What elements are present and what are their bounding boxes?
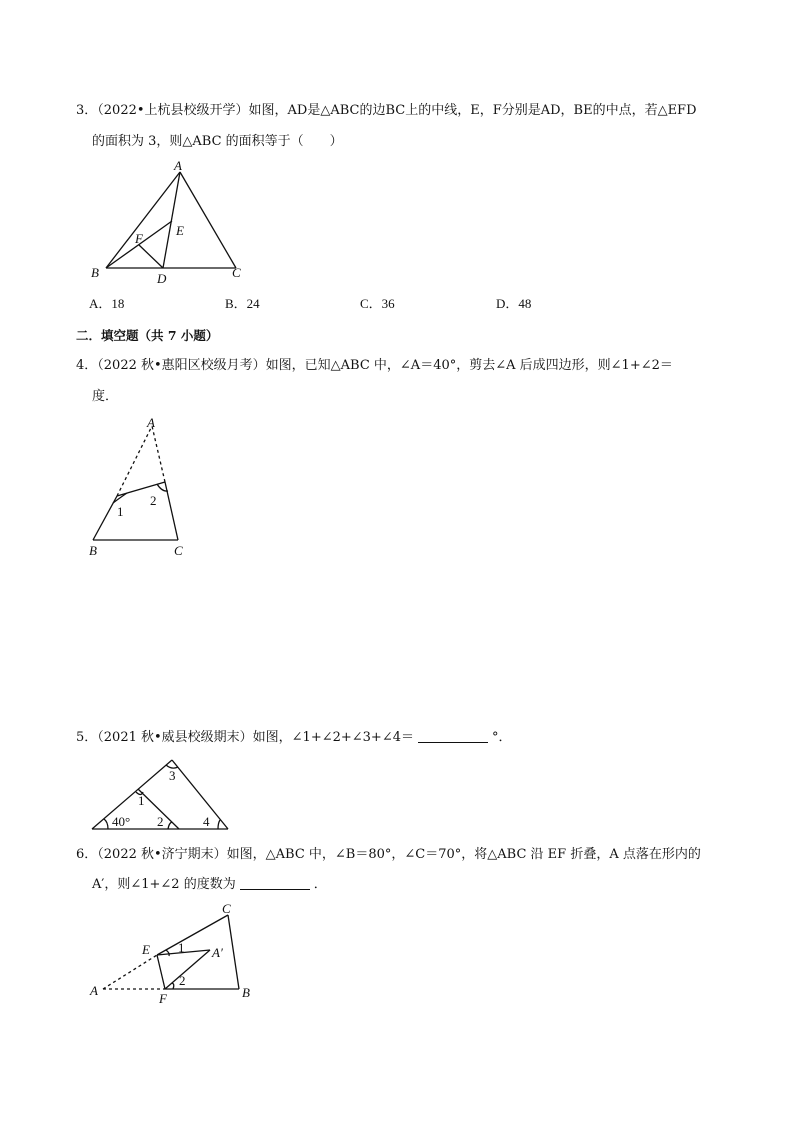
q4-label-1: 1 <box>117 504 124 519</box>
q4-label-2: 2 <box>150 493 157 508</box>
q3-option-d: D．48 <box>496 296 532 311</box>
q6-label-A: A <box>90 983 98 998</box>
q4-label-B: B <box>89 543 97 558</box>
q3-option-b: B．24 <box>225 296 260 311</box>
q3-label-B: B <box>91 265 99 280</box>
q6-label-E: E <box>142 942 150 957</box>
q3-text-line1: 3．（2022•上杭县校级开学）如图，AD是△ABC的边BC上的中线，E，F分别是AD，BE的中点，若△EFD <box>76 103 697 118</box>
q6-label-2: 2 <box>179 973 186 988</box>
q6-label-B: B <box>242 985 250 1000</box>
q6-text-line2-prefix: A′，则∠1+∠2 的度数为 <box>92 877 236 892</box>
q4-label-A: A <box>147 415 155 430</box>
q5-text-prefix: 5．（2021 秋•威县校级期末）如图，∠1+∠2+∠3+∠4＝ <box>76 730 414 745</box>
q6-text-line2-suffix: ． <box>313 877 327 892</box>
q6-label-F: F <box>159 991 167 1006</box>
q3-option-c: C．36 <box>360 296 395 311</box>
q5-label-1: 1 <box>138 793 145 808</box>
q5-label-2: 2 <box>157 814 164 829</box>
q3-text-line2: 的面积为 3，则△ABC 的面积等于（ ） <box>92 134 343 149</box>
q4-text-line1: 4．（2022 秋•惠阳区校级月考）如图，已知△ABC 中，∠A＝40°，剪去∠A 后成四边形，则∠1+∠2＝ <box>76 358 673 373</box>
q5-label-angle40: 40° <box>112 814 131 829</box>
q5-label-4: 4 <box>203 814 210 829</box>
q6-label-Aprime: A′ <box>212 945 223 960</box>
q5-text-suffix: °． <box>492 730 512 745</box>
q6-label-1: 1 <box>178 940 185 955</box>
q5-label-3: 3 <box>169 768 176 783</box>
q4-text-line2: 度． <box>92 389 119 404</box>
q6-label-C: C <box>222 901 231 916</box>
q3-label-A: A <box>174 158 182 173</box>
q3-label-C: C <box>232 265 241 280</box>
q3-option-a: A．18 <box>89 296 125 311</box>
section-title: 二．填空题（共 7 小题） <box>76 328 219 343</box>
q4-label-C: C <box>174 543 183 558</box>
q6-text-line1: 6．（2022 秋•济宁期末）如图，△ABC 中，∠B＝80°，∠C＝70°，将△ABC 沿 EF 折叠，A 点落在形内的 <box>76 847 701 862</box>
q3-label-E: E <box>176 223 184 238</box>
q3-label-F: F <box>135 231 143 246</box>
q3-label-D: D <box>157 271 167 286</box>
